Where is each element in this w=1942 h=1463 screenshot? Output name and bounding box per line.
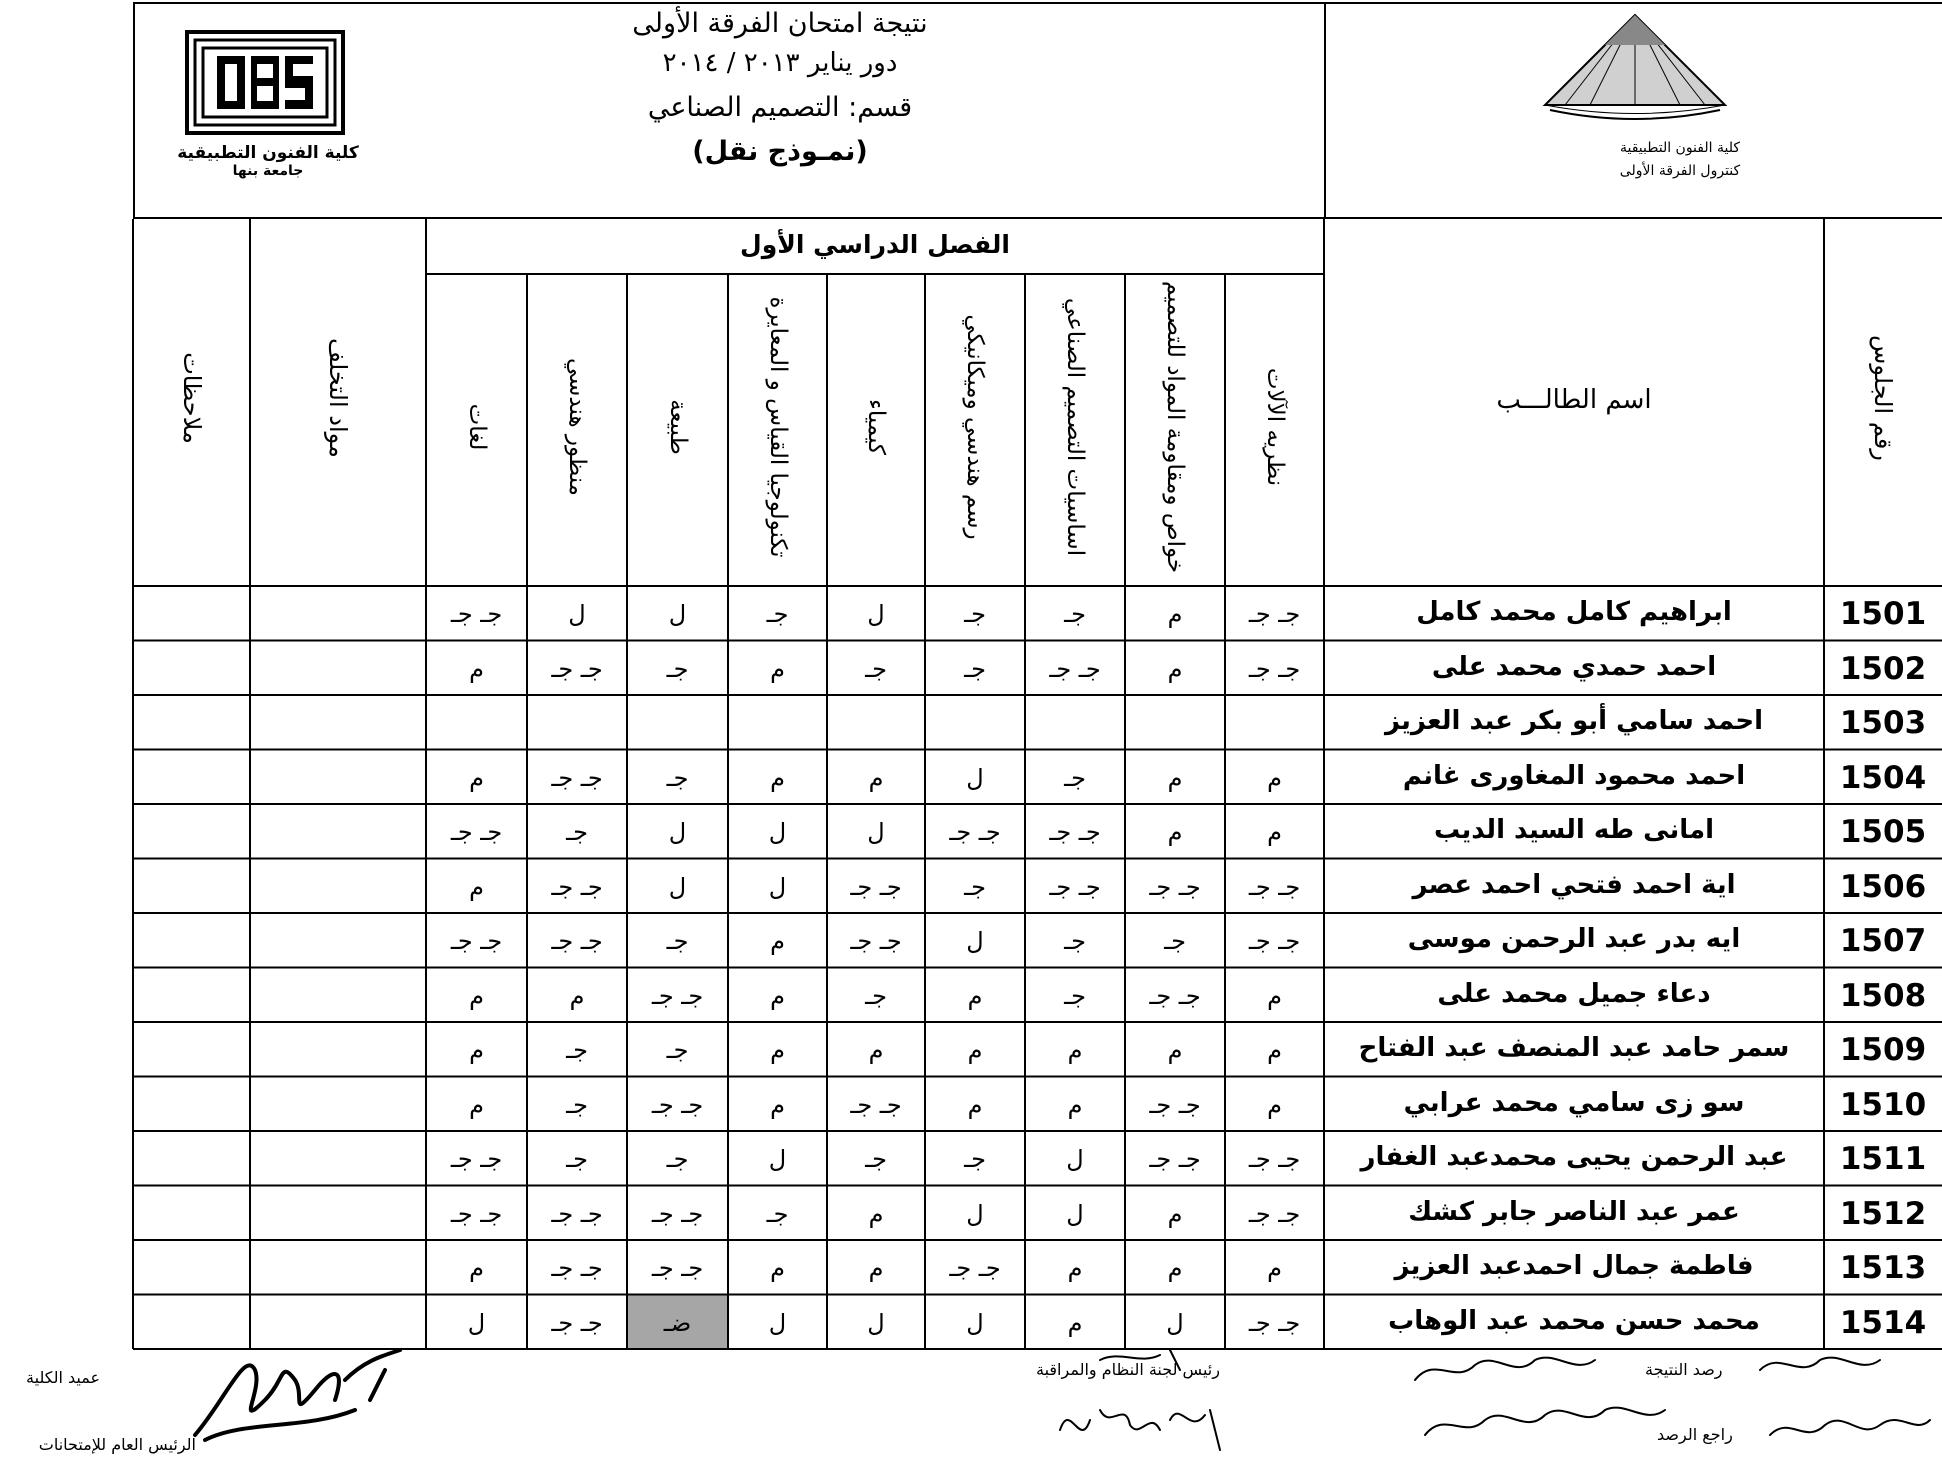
grade-cell: جـ bbox=[1164, 927, 1186, 955]
grade-cell: م bbox=[868, 1036, 884, 1064]
grade-cell: جـ جـ bbox=[1149, 872, 1201, 901]
grade-cell: جـ جـ bbox=[651, 1199, 704, 1228]
grade-cell: جـ bbox=[666, 1036, 689, 1064]
committee-head-signature-icon bbox=[1040, 1340, 1240, 1460]
grade-cell: جـ جـ bbox=[850, 872, 902, 901]
grade-cell: جـ جـ bbox=[450, 818, 503, 846]
grade-cell: جـ bbox=[865, 1145, 887, 1173]
grade-cell: م bbox=[1267, 1090, 1282, 1119]
result-reviewer-label: راجع الرصد bbox=[1657, 1425, 1733, 1444]
student-name: سو زى سامي محمد عرابي bbox=[1403, 1087, 1745, 1118]
grade-cell: جـ bbox=[964, 872, 986, 901]
grade-cell: ل bbox=[668, 818, 687, 846]
grade-cell: جـ bbox=[666, 927, 689, 955]
grade-cell: م bbox=[1167, 818, 1183, 846]
student-name: احمد محمود المغاورى غانم bbox=[1402, 760, 1746, 791]
grade-cell: م bbox=[469, 763, 484, 792]
grade-cell: جـ جـ bbox=[1149, 1145, 1201, 1173]
grade-cell: م bbox=[1267, 1254, 1282, 1282]
grade-cell: م bbox=[469, 981, 484, 1010]
seat-number: 1503 bbox=[1839, 705, 1927, 741]
committee-head-label: رئيس لجنة النظام والمراقبة bbox=[1036, 1360, 1220, 1379]
right-logo-caption: كلية الفنون التطبيقية bbox=[1619, 140, 1741, 156]
grade-cell: م bbox=[1267, 981, 1282, 1010]
dean-label: عميد الكلية bbox=[26, 1368, 100, 1387]
student-name: سمر حامد عبد المنصف عبد الفتاح bbox=[1358, 1033, 1790, 1063]
subject-header: منظور هندسي bbox=[564, 357, 590, 496]
seat-number: 1501 bbox=[1839, 596, 1927, 632]
grade-cell: م bbox=[1067, 1036, 1083, 1064]
seat-number: 1512 bbox=[1839, 1195, 1927, 1232]
grade-cell: ل bbox=[966, 1199, 984, 1228]
seat-number: 1507 bbox=[1839, 923, 1927, 959]
grade-cell: جـ bbox=[865, 981, 887, 1010]
grade-cell: جـ bbox=[666, 763, 689, 792]
grade-cell: جـ جـ bbox=[551, 872, 603, 901]
grade-cell: ل bbox=[467, 1308, 486, 1337]
grade-cell: جـ جـ bbox=[1248, 872, 1301, 901]
seat-number: 1504 bbox=[1839, 759, 1927, 796]
grade-cell: م bbox=[469, 1036, 484, 1064]
grade-cell: م bbox=[967, 981, 983, 1010]
grade-cell: جـ جـ bbox=[551, 1254, 603, 1282]
grade-cell: جـ جـ bbox=[551, 927, 603, 955]
grade-cell: ل bbox=[1166, 1308, 1184, 1337]
grade-cell: م bbox=[967, 1036, 983, 1064]
grade-cell: جـ جـ bbox=[551, 1199, 603, 1228]
grade-cell: م bbox=[1267, 763, 1282, 792]
student-name: عمر عبد الناصر جابر كشك bbox=[1408, 1196, 1740, 1227]
student-name: دعاء جميل محمد على bbox=[1437, 978, 1711, 1009]
grade-cell: ل bbox=[966, 927, 984, 955]
grade-cell: م bbox=[770, 1254, 785, 1282]
left-logo-subcaption: جامعة بنها bbox=[232, 163, 304, 179]
result-recorder-label: رصد النتيجة bbox=[1645, 1360, 1723, 1379]
grade-cell: جـ جـ bbox=[1049, 818, 1101, 846]
grade-cell: م bbox=[868, 763, 884, 792]
grade-cell: جـ جـ bbox=[1049, 654, 1101, 683]
seat-number: 1502 bbox=[1839, 650, 1927, 687]
seat-number: 1509 bbox=[1839, 1032, 1927, 1068]
grade-cell: ل bbox=[768, 1145, 787, 1173]
grade-cell: م bbox=[1067, 1090, 1083, 1119]
grade-cell: م bbox=[1167, 654, 1183, 683]
grade-cell: م bbox=[1167, 763, 1183, 792]
grade-cell: جـ جـ bbox=[949, 1254, 1001, 1282]
grade-cell: جـ جـ bbox=[1049, 872, 1101, 901]
student-name: فاطمة جمال احمدعبد العزيز bbox=[1394, 1251, 1754, 1281]
student-name: امانى طه السيد الديب bbox=[1434, 815, 1714, 845]
grade-cell: م bbox=[469, 654, 484, 683]
remarks-header: ملاحظات bbox=[177, 352, 206, 444]
grade-cell: م bbox=[1267, 1036, 1282, 1064]
subject-header: خواص ومقاومة المواد للتصميم bbox=[1162, 280, 1188, 574]
right-logo-subcaption: كنترول الفرقة الأولى bbox=[1619, 163, 1741, 179]
seat-number: 1513 bbox=[1839, 1250, 1927, 1286]
grade-cell: م bbox=[770, 654, 785, 683]
grade-cell: جـ bbox=[566, 1036, 588, 1064]
grade-cell: جـ bbox=[1064, 981, 1086, 1010]
grade-cell: جـ bbox=[566, 818, 588, 846]
grade-cell: جـ جـ bbox=[450, 927, 503, 955]
seat-number: 1505 bbox=[1839, 814, 1927, 850]
grade-cell: م bbox=[1067, 1308, 1083, 1337]
grade-cell: م bbox=[770, 927, 785, 955]
subject-header: كيمياء bbox=[863, 399, 889, 455]
grade-cell: جـ جـ bbox=[1248, 654, 1301, 683]
grade-cell: م bbox=[967, 1090, 983, 1119]
department-name: قسم: التصميم الصناعي bbox=[647, 92, 913, 123]
grade-cell: جـ جـ bbox=[850, 927, 902, 955]
seat-number-header: رقم الجلوس bbox=[1869, 335, 1897, 461]
grade-cell: جـ bbox=[666, 1145, 689, 1173]
grade-cell: م bbox=[1167, 1199, 1183, 1228]
student-name: محمد حسن محمد عبد الوهاب bbox=[1388, 1305, 1760, 1336]
grade-cell: جـ جـ bbox=[551, 654, 603, 683]
grade-cell: م bbox=[469, 1090, 484, 1119]
grade-cell: جـ جـ bbox=[450, 1199, 503, 1228]
subject-header: لغات bbox=[463, 403, 490, 451]
grade-cell: ل bbox=[768, 818, 787, 846]
grade-cell: جـ جـ bbox=[1248, 1145, 1301, 1173]
grade-cell: جـ جـ bbox=[450, 1145, 503, 1173]
grade-cell: ل bbox=[1066, 1199, 1084, 1228]
seat-number: 1510 bbox=[1839, 1086, 1927, 1123]
grade-cell: ل bbox=[867, 818, 885, 846]
grade-cell: جـ جـ bbox=[1149, 981, 1201, 1010]
grade-cell: جـ جـ bbox=[1149, 1090, 1201, 1119]
grade-cell: جـ bbox=[1064, 927, 1086, 955]
grade-cell: ل bbox=[966, 763, 984, 792]
document-title: نتيجة امتحان الفرقة الأولى bbox=[632, 8, 928, 39]
grade-cell: جـ bbox=[964, 1145, 986, 1173]
grade-cell: م bbox=[770, 1036, 785, 1064]
grade-cell: جـ جـ bbox=[1248, 1308, 1301, 1337]
grade-cell: جـ جـ bbox=[551, 763, 603, 792]
left-logo-caption: كلية الفنون التطبيقية bbox=[177, 143, 359, 163]
grade-cell: جـ جـ bbox=[949, 818, 1001, 846]
grade-cell: جـ جـ bbox=[651, 981, 704, 1010]
student-name: ابراهيم كامل محمد كامل bbox=[1416, 597, 1732, 627]
subject-header: رسم هندسي وميكانيكي bbox=[962, 314, 988, 540]
grade-cell: جـ bbox=[865, 654, 887, 683]
grade-cell: جـ جـ bbox=[551, 1308, 603, 1337]
model-type: (نمـوذج نقل) bbox=[692, 136, 868, 167]
exam-head-label: الرئيس العام للإمتحانات bbox=[38, 1435, 196, 1454]
student-name: عبد الرحمن يحيى محمدعبد الغفار bbox=[1360, 1142, 1788, 1172]
seat-number: 1514 bbox=[1839, 1304, 1927, 1341]
grade-cell: م bbox=[868, 1254, 884, 1282]
grade-cell: جـ جـ bbox=[651, 1254, 704, 1282]
grade-cell: جـ جـ bbox=[1248, 600, 1301, 628]
grade-cell: جـ جـ bbox=[450, 600, 503, 628]
recorder-signature-icon bbox=[1405, 1340, 1685, 1460]
student-name: احمد سامي أبو بكر عبد العزيز bbox=[1385, 706, 1763, 736]
grade-cell: ل bbox=[867, 1308, 885, 1337]
grade-cell: م bbox=[1167, 1254, 1183, 1282]
grade-cell: م bbox=[770, 981, 785, 1010]
grade-cell: م bbox=[770, 763, 785, 792]
exam-session: دور يناير ٢٠١٣ / ٢٠١٤ bbox=[662, 48, 898, 78]
grade-cell: جـ bbox=[766, 1199, 789, 1228]
grade-cell: جـ جـ bbox=[850, 1090, 902, 1119]
subject-header: نظريه الآلات bbox=[1261, 367, 1288, 487]
grade-cell: جـ bbox=[1064, 600, 1086, 628]
grade-cell: ل bbox=[668, 872, 687, 901]
semester-header: الفصل الدراسي الأول bbox=[740, 230, 1010, 259]
grade-cell: جـ جـ bbox=[1248, 927, 1301, 955]
student-name: ايه بدر عبد الرحمن موسى bbox=[1407, 924, 1741, 954]
grade-cell: ل bbox=[966, 1308, 984, 1337]
student-name-header: اسم الطالـــب bbox=[1496, 385, 1652, 415]
subject-header: طبيعة bbox=[664, 399, 691, 455]
grade-cell: جـ bbox=[766, 600, 789, 628]
subject-header: تكنولوجيا القياس و المعايرة bbox=[764, 296, 791, 558]
grade-cell: ل bbox=[768, 872, 787, 901]
grade-cell: م bbox=[1167, 600, 1183, 628]
failed-subjects-header: مواد التخلف bbox=[324, 338, 352, 458]
seat-number: 1511 bbox=[1839, 1141, 1927, 1177]
grade-cell: جـ جـ bbox=[1248, 1199, 1301, 1228]
grade-cell: ل bbox=[867, 600, 885, 628]
student-name: احمد حمدي محمد على bbox=[1431, 651, 1717, 682]
grade-cell: جـ جـ bbox=[651, 1090, 704, 1119]
grade-cell: جـ bbox=[964, 654, 986, 683]
seat-number: 1508 bbox=[1839, 977, 1927, 1014]
grade-cell: م bbox=[469, 1254, 484, 1282]
subject-header: اساسيات التصميم الصناعي bbox=[1062, 297, 1088, 557]
student-name: اية احمد فتحي احمد عصر bbox=[1412, 869, 1736, 900]
grade-cell: جـ bbox=[566, 1145, 588, 1173]
grade-cell: م bbox=[1067, 1254, 1083, 1282]
grade-cell: ل bbox=[768, 1308, 787, 1337]
grade-cell: م bbox=[868, 1199, 884, 1228]
grade-cell: جـ bbox=[566, 1090, 588, 1119]
dean-signature-icon bbox=[185, 1340, 415, 1450]
grade-cell: م bbox=[469, 872, 484, 901]
grade-cell: ضـ bbox=[663, 1308, 692, 1337]
reviewer-signature-icon bbox=[1750, 1340, 1940, 1460]
grade-cell: م bbox=[1267, 818, 1282, 846]
grade-cell: ل bbox=[568, 600, 586, 628]
grade-cell: م bbox=[569, 981, 585, 1010]
grade-cell: م bbox=[770, 1090, 785, 1119]
grade-cell: جـ bbox=[1064, 763, 1086, 792]
grade-cell: م bbox=[1167, 1036, 1183, 1064]
grade-cell: جـ bbox=[666, 654, 689, 683]
grade-cell: ل bbox=[668, 600, 687, 628]
seat-number: 1506 bbox=[1839, 868, 1927, 905]
grade-cell: جـ bbox=[964, 600, 986, 628]
grade-cell: ل bbox=[1066, 1145, 1084, 1173]
